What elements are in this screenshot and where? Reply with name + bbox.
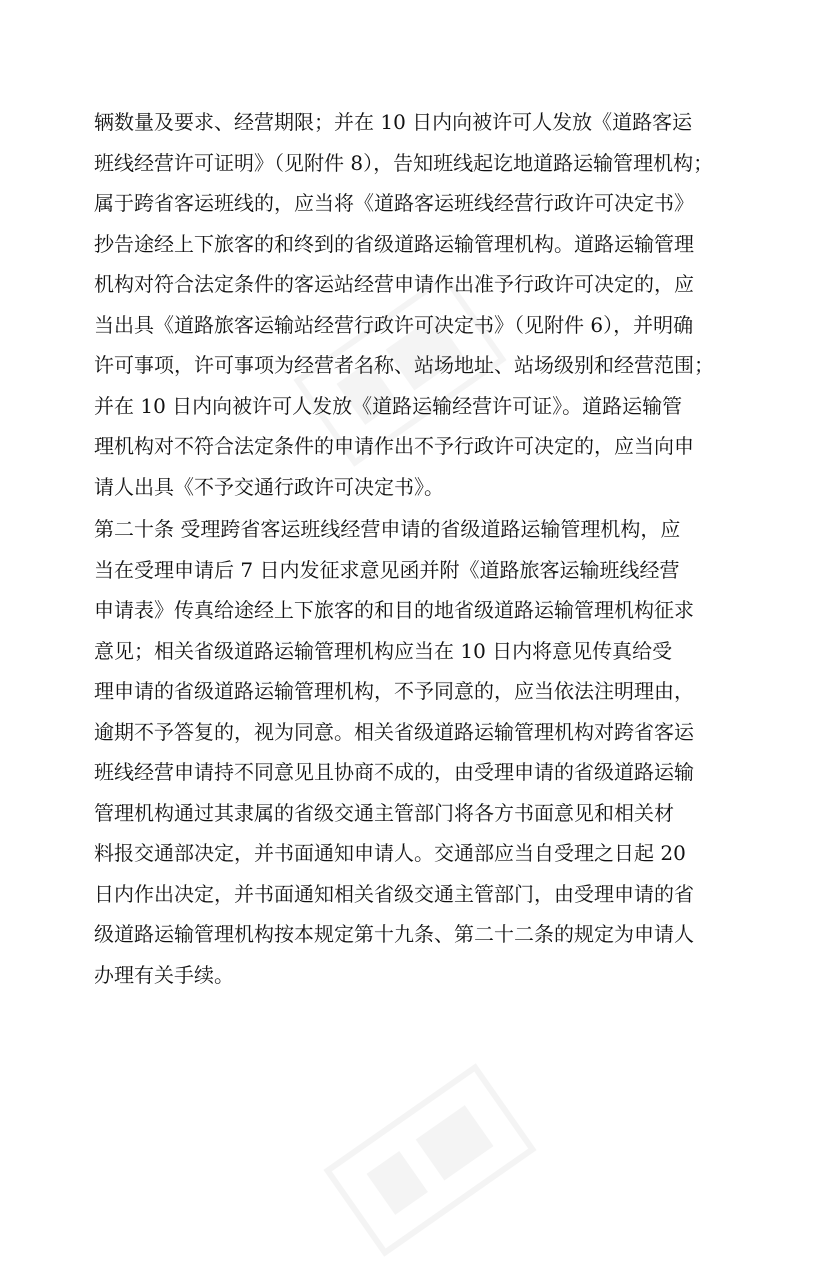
text-line: 属于跨省客运班线的，应当将《道路客运班线经营行政许可决定书》 (94, 191, 694, 215)
text-line: 机构对符合法定条件的客运站经营申请作出准予行政许可决定的，应 (94, 272, 694, 296)
text-line: 辆数量及要求、经营期限；并在 10 日内向被许可人发放《道路客运 (94, 110, 693, 134)
text-line: 意见；相关省级道路运输管理机构应当在 10 日内将意见传真给受 (94, 638, 673, 663)
text-line: 管理机构通过其隶属的省级交通主管部门将各方书面意见和相关材 (94, 800, 674, 825)
paragraph-2 (94, 509, 734, 995)
text-line: 申请表》传真给途经上下旅客的和目的地省级道路运输管理机构征求 (94, 598, 694, 622)
text-line: 并在 10 日内向被许可人发放《道路运输经营许可证》。道路运输管 (94, 393, 683, 418)
paragraph-1 (94, 102, 734, 507)
text-line: 当出具《道路旅客运输站经营行政许可决定书》（见附件 6），并明确 (94, 312, 694, 337)
text-line: 当在受理申请后 7 日内发征求意见函并附《道路旅客运输班线经营 (94, 557, 680, 582)
text-line: 理申请的省级道路运输管理机构，不予同意的，应当依法注明理由， (94, 679, 694, 703)
text-line: 料报交通部决定，并书面通知申请人。交通部应当自受理之日起 20 (94, 841, 686, 865)
text-line: 级道路运输管理机构按本规定第十九条、第二十二条的规定为申请人 (94, 922, 694, 946)
watermark-logo (302, 1037, 558, 1283)
text-line: 许可事项，许可事项为经营者名称、站场地址、站场级别和经营范围； (94, 353, 714, 377)
text-line: 请人出具《不予交通行政许可决定书》。 (94, 474, 444, 499)
text-line: 班线经营许可证明》（见附件 8），告知班线起讫地道路运输管理机构； (94, 150, 714, 175)
text-line: 日内作出决定，并书面通知相关省级交通主管部门，由受理申请的省 (94, 881, 694, 906)
text-line: 第二十条 受理跨省客运班线经营申请的省级道路运输管理机构，应 (94, 517, 681, 541)
text-line: 逾期不予答复的，视为同意。相关省级道路运输管理机构对跨省客运 (94, 719, 694, 744)
text-line: 抄告途经上下旅客的和终到的省级道路运输管理机构。道路运输管理 (94, 231, 694, 256)
text-line: 办理有关手续。 (94, 962, 234, 987)
text-line: 理机构对不符合法定条件的申请作出不予行政许可决定的，应当向申 (94, 434, 694, 458)
document-body (94, 102, 734, 995)
text-line: 班线经营申请持不同意见且协商不成的，由受理申请的省级道路运输 (94, 760, 694, 784)
